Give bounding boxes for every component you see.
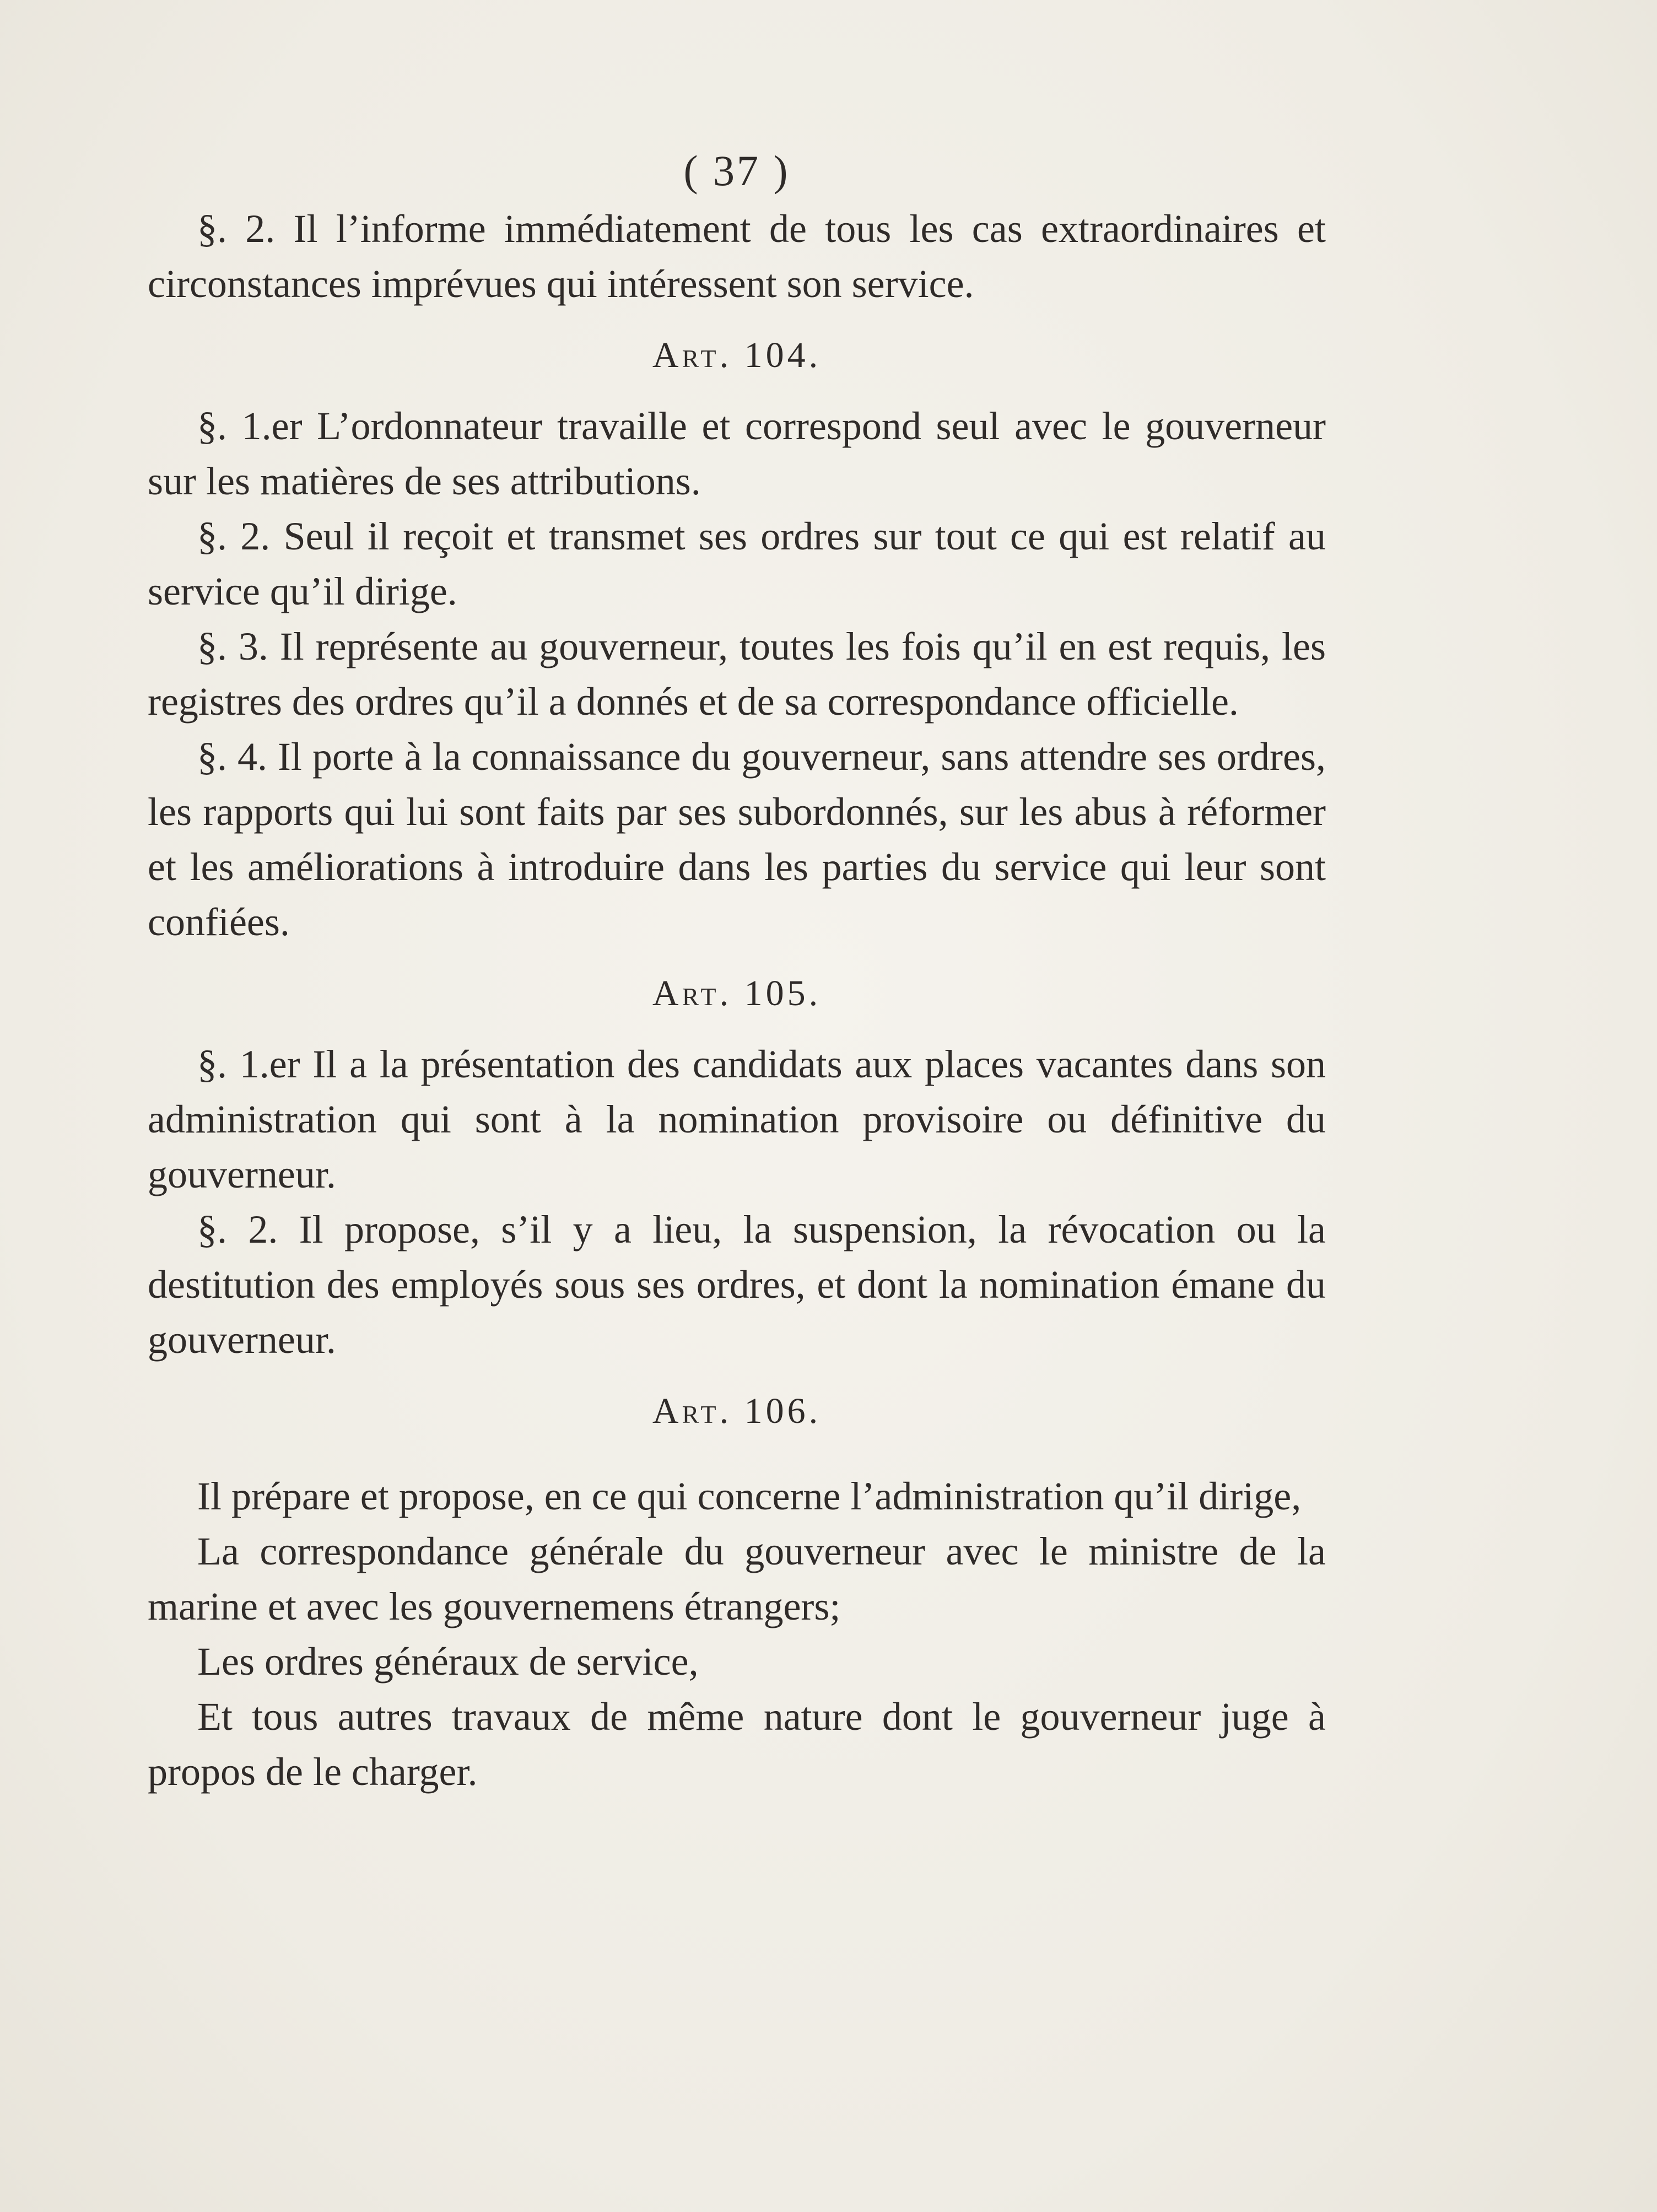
paragraph: §. 2. Il propose, s’il y a lieu, la suspension, la révocation ou la destitution des employés sous ses ordres, et dont la nomination émane du gouverneur.: [148, 1207, 1326, 1362]
article-heading: [148, 325, 1326, 386]
paragraph: §. 1.er Il a la présentation des candidats aux places vacantes dans son administration qui sont à la nomination provisoire ou définitive du gouverneur.: [148, 1042, 1326, 1196]
spacer: [148, 1454, 1326, 1469]
article-heading-text: Art. 104.: [652, 335, 822, 375]
document-body: [148, 141, 1326, 1799]
paragraph: Les ordres généraux de service,: [197, 1639, 699, 1684]
paragraph: §. 4. Il porte à la connaissance du gouverneur, sans attendre ses ordres, les rapports qui lui sont faits par ses subordonnés, sur les abus à réformer et les améliorations à introduire dans les parties du service qui leur sont confiées.: [148, 735, 1326, 944]
paragraph: Et tous autres travaux de même nature dont le gouverneur juge à propos de le charger.: [148, 1695, 1326, 1794]
article-heading: [148, 963, 1326, 1024]
paragraph: §. 2. Seul il reçoit et transmet ses ordres sur tout ce qui est relatif au service qu’il dirige.: [148, 514, 1326, 613]
paragraph: La correspondance générale du gouverneur avec le ministre de la marine et avec les gouvernemens étrangers;: [148, 1529, 1326, 1628]
paragraph: §. 1.er L’ordonnateur travaille et correspond seul avec le gouverneur sur les matières de ses attributions.: [148, 404, 1326, 503]
article-heading-text: Art. 106.: [652, 1391, 822, 1431]
paragraph: §. 3. Il représente au gouverneur, toutes les fois qu’il en est requis, les registres des ordres qu’il a donnés et de sa correspondance officielle.: [148, 624, 1326, 724]
article-heading-text: Art. 105.: [652, 973, 822, 1013]
paragraph: Il prépare et propose, en ce qui concerne l’administration qu’il dirige,: [197, 1474, 1302, 1518]
article-heading: [148, 1380, 1326, 1442]
page-number: ( 37 ): [683, 147, 790, 195]
paragraph: §. 2. Il l’informe immédiatement de tous les cas extraordinaires et circonstances imprévues qui intéressent son service.: [148, 207, 1326, 306]
